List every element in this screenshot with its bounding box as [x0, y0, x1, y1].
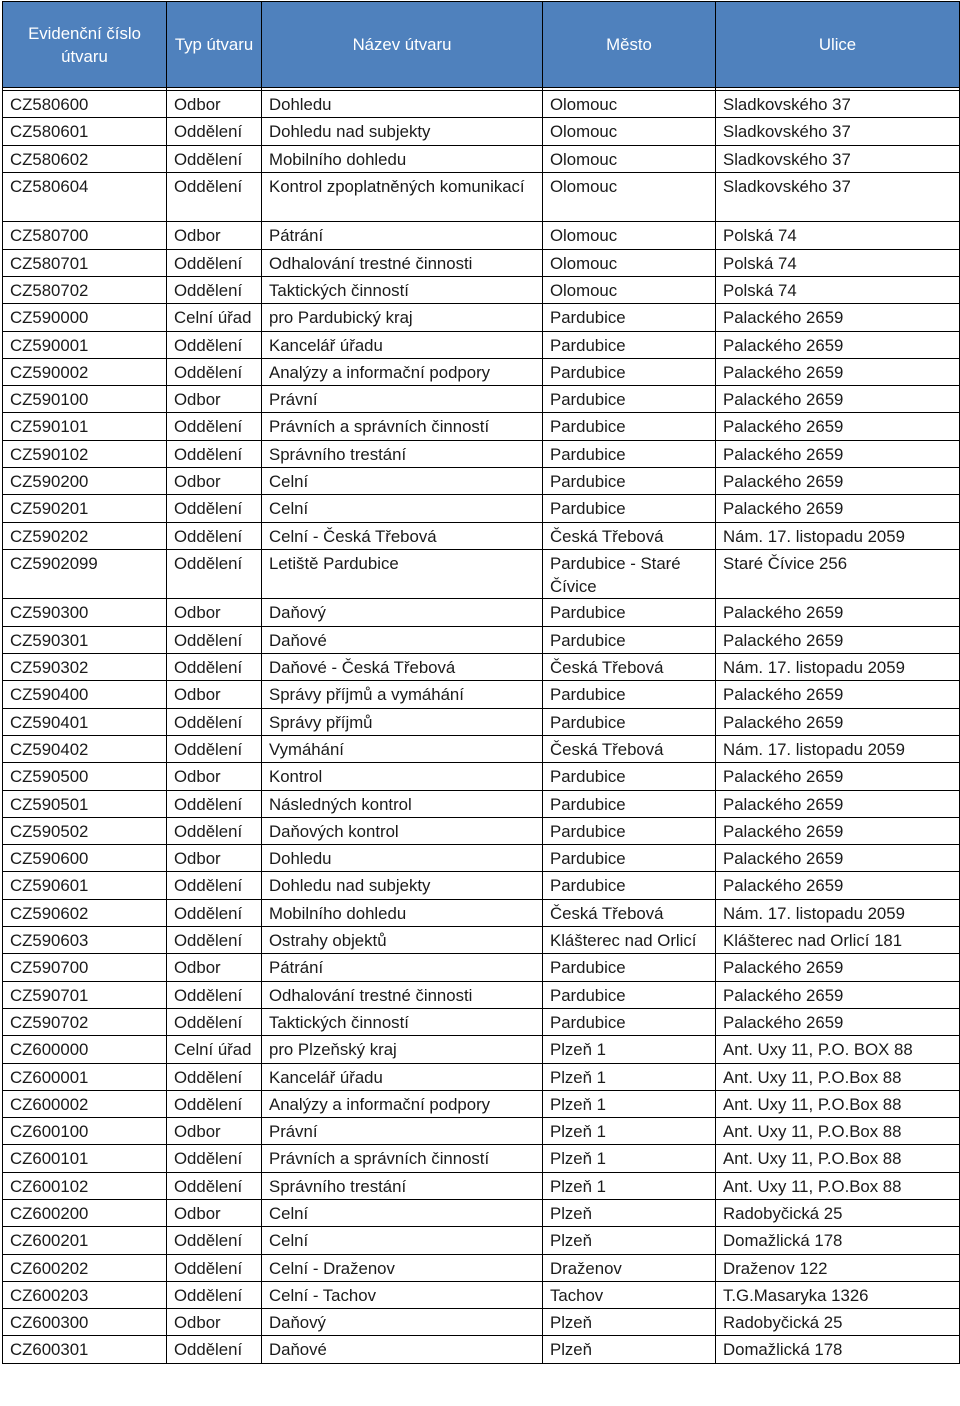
cell-evidencni-cislo: CZ590402 — [3, 735, 167, 762]
cell-ulice: Palackého 2659 — [716, 304, 960, 331]
table-row — [3, 440, 960, 467]
cell-evidencni-cislo: CZ590102 — [3, 440, 167, 467]
cell-evidencni-cislo: CZ580702 — [3, 276, 167, 303]
cell-typ: Oddělení — [167, 1008, 262, 1035]
table-row — [3, 386, 960, 413]
cell-typ: Oddělení — [167, 358, 262, 385]
cell-mesto: Pardubice — [543, 954, 716, 981]
cell-evidencni-cislo: CZ590401 — [3, 708, 167, 735]
cell-typ: Oddělení — [167, 927, 262, 954]
cell-typ: Oddělení — [167, 549, 262, 599]
cell-typ: Odbor — [167, 599, 262, 626]
cell-evidencni-cislo: CZ600100 — [3, 1118, 167, 1145]
table-row — [3, 522, 960, 549]
cell-nazev: Kancelář úřadu — [262, 331, 543, 358]
cell-evidencni-cislo: CZ590500 — [3, 763, 167, 790]
header-row — [3, 2, 960, 88]
cell-evidencni-cislo: CZ600200 — [3, 1199, 167, 1226]
table-row — [3, 172, 960, 222]
cell-evidencni-cislo: CZ590602 — [3, 899, 167, 926]
cell-mesto: Plzeň 1 — [543, 1036, 716, 1063]
cell-mesto: Pardubice - Staré Čívice — [543, 549, 716, 599]
table-row — [3, 1309, 960, 1336]
cell-nazev: Dohledu — [262, 845, 543, 872]
cell-typ: Odbor — [167, 1199, 262, 1226]
cell-mesto: Olomouc — [543, 222, 716, 249]
cell-evidencni-cislo: CZ600101 — [3, 1145, 167, 1172]
table-row — [3, 1008, 960, 1035]
cell-nazev: Ostrahy objektů — [262, 927, 543, 954]
cell-nazev: Mobilního dohledu — [262, 899, 543, 926]
cell-nazev: Mobilního dohledu — [262, 145, 543, 172]
cell-nazev: Celní — [262, 468, 543, 495]
cell-typ: Celní úřad — [167, 1036, 262, 1063]
cell-nazev: Dohledu — [262, 91, 543, 118]
cell-ulice: Polská 74 — [716, 222, 960, 249]
cell-ulice: Palackého 2659 — [716, 386, 960, 413]
cell-evidencni-cislo: CZ590202 — [3, 522, 167, 549]
cell-evidencni-cislo: CZ590501 — [3, 790, 167, 817]
cell-typ: Odbor — [167, 222, 262, 249]
cell-evidencni-cislo: CZ590002 — [3, 358, 167, 385]
cell-typ: Oddělení — [167, 495, 262, 522]
cell-nazev: Správy příjmů — [262, 708, 543, 735]
cell-ulice: Palackého 2659 — [716, 468, 960, 495]
cell-mesto: Pardubice — [543, 763, 716, 790]
cell-typ: Oddělení — [167, 790, 262, 817]
cell-nazev: Celní - Draženov — [262, 1254, 543, 1281]
cell-ulice: Palackého 2659 — [716, 681, 960, 708]
header-typ: Typ útvaru — [167, 2, 262, 88]
cell-nazev: Správního trestání — [262, 1172, 543, 1199]
cell-ulice: Palackého 2659 — [716, 790, 960, 817]
units-table — [2, 1, 960, 1364]
cell-nazev: pro Pardubický kraj — [262, 304, 543, 331]
cell-ulice: Nám. 17. listopadu 2059 — [716, 654, 960, 681]
cell-mesto: Plzeň 1 — [543, 1063, 716, 1090]
table-row — [3, 249, 960, 276]
cell-evidencni-cislo: CZ580604 — [3, 172, 167, 222]
cell-typ: Oddělení — [167, 1090, 262, 1117]
cell-nazev: Odhalování trestné činnosti — [262, 249, 543, 276]
cell-ulice: Ant. Uxy 11, P.O.Box 88 — [716, 1118, 960, 1145]
cell-nazev: Daňových kontrol — [262, 817, 543, 844]
cell-nazev: Právních a správních činností — [262, 1145, 543, 1172]
header-ulice: Ulice — [716, 2, 960, 88]
cell-mesto: Pardubice — [543, 872, 716, 899]
table-row — [3, 735, 960, 762]
cell-mesto: Pardubice — [543, 495, 716, 522]
cell-ulice: Radobyčická 25 — [716, 1309, 960, 1336]
header-evidencni-cislo: Evidenční číslo útvaru — [3, 2, 167, 88]
cell-ulice: Palackého 2659 — [716, 599, 960, 626]
table-row — [3, 145, 960, 172]
cell-evidencni-cislo: CZ580601 — [3, 118, 167, 145]
cell-mesto: Plzeň 1 — [543, 1118, 716, 1145]
table-row — [3, 1172, 960, 1199]
cell-mesto: Pardubice — [543, 1008, 716, 1035]
cell-ulice: Palackého 2659 — [716, 708, 960, 735]
cell-ulice: Polská 74 — [716, 276, 960, 303]
table-row — [3, 1063, 960, 1090]
cell-evidencni-cislo: CZ600201 — [3, 1227, 167, 1254]
cell-typ: Oddělení — [167, 1063, 262, 1090]
cell-mesto: Plzeň 1 — [543, 1145, 716, 1172]
table-row — [3, 681, 960, 708]
cell-ulice: Nám. 17. listopadu 2059 — [716, 899, 960, 926]
table-row — [3, 654, 960, 681]
cell-nazev: Taktických činností — [262, 276, 543, 303]
cell-nazev: Letiště Pardubice — [262, 549, 543, 599]
cell-mesto: Tachov — [543, 1281, 716, 1308]
cell-nazev: Právní — [262, 1118, 543, 1145]
cell-typ: Oddělení — [167, 654, 262, 681]
cell-evidencni-cislo: CZ590400 — [3, 681, 167, 708]
cell-nazev: Kontrol — [262, 763, 543, 790]
table-row — [3, 495, 960, 522]
cell-mesto: Pardubice — [543, 681, 716, 708]
cell-ulice: Palackého 2659 — [716, 440, 960, 467]
cell-evidencni-cislo: CZ600301 — [3, 1336, 167, 1363]
cell-typ: Oddělení — [167, 145, 262, 172]
cell-nazev: Kancelář úřadu — [262, 1063, 543, 1090]
cell-mesto: Česká Třebová — [543, 899, 716, 926]
cell-nazev: Dohledu nad subjekty — [262, 118, 543, 145]
table-row — [3, 1036, 960, 1063]
table-row — [3, 1145, 960, 1172]
cell-ulice: Palackého 2659 — [716, 626, 960, 653]
cell-typ: Oddělení — [167, 522, 262, 549]
cell-typ: Odbor — [167, 386, 262, 413]
cell-ulice: Palackého 2659 — [716, 981, 960, 1008]
table-row — [3, 1118, 960, 1145]
cell-evidencni-cislo: CZ590001 — [3, 331, 167, 358]
table-row — [3, 1227, 960, 1254]
cell-evidencni-cislo: CZ600203 — [3, 1281, 167, 1308]
cell-mesto: Pardubice — [543, 358, 716, 385]
table-header — [3, 2, 960, 88]
cell-mesto: Plzeň — [543, 1227, 716, 1254]
cell-typ: Oddělení — [167, 1227, 262, 1254]
cell-ulice: Palackého 2659 — [716, 845, 960, 872]
table-row — [3, 1281, 960, 1308]
cell-ulice: Radobyčická 25 — [716, 1199, 960, 1226]
cell-evidencni-cislo: CZ600000 — [3, 1036, 167, 1063]
cell-ulice: Nám. 17. listopadu 2059 — [716, 522, 960, 549]
cell-mesto: Pardubice — [543, 817, 716, 844]
cell-typ: Oddělení — [167, 1281, 262, 1308]
cell-mesto: Česká Třebová — [543, 735, 716, 762]
cell-ulice: Palackého 2659 — [716, 1008, 960, 1035]
cell-ulice: Palackého 2659 — [716, 954, 960, 981]
cell-typ: Odbor — [167, 681, 262, 708]
table-row — [3, 358, 960, 385]
cell-nazev: Kontrol zpoplatněných komunikací — [262, 172, 543, 222]
cell-evidencni-cislo: CZ590201 — [3, 495, 167, 522]
cell-evidencni-cislo: CZ5902099 — [3, 549, 167, 599]
table-row — [3, 599, 960, 626]
cell-ulice: Palackého 2659 — [716, 872, 960, 899]
header-nazev: Název útvaru — [262, 2, 543, 88]
cell-typ: Celní úřad — [167, 304, 262, 331]
cell-nazev: Daňové — [262, 1336, 543, 1363]
table-row — [3, 276, 960, 303]
cell-mesto: Plzeň 1 — [543, 1090, 716, 1117]
table-row — [3, 549, 960, 599]
table-row — [3, 954, 960, 981]
cell-mesto: Olomouc — [543, 145, 716, 172]
cell-nazev: Právních a správních činností — [262, 413, 543, 440]
cell-evidencni-cislo: CZ600202 — [3, 1254, 167, 1281]
cell-mesto: Pardubice — [543, 790, 716, 817]
cell-nazev: Právní — [262, 386, 543, 413]
cell-ulice: Domažlická 178 — [716, 1336, 960, 1363]
cell-nazev: Celní - Tachov — [262, 1281, 543, 1308]
cell-ulice: T.G.Masaryka 1326 — [716, 1281, 960, 1308]
cell-ulice: Sladkovského 37 — [716, 91, 960, 118]
table-row — [3, 304, 960, 331]
cell-evidencni-cislo: CZ590702 — [3, 1008, 167, 1035]
cell-ulice: Nám. 17. listopadu 2059 — [716, 735, 960, 762]
cell-mesto: Pardubice — [543, 468, 716, 495]
cell-typ: Oddělení — [167, 1336, 262, 1363]
cell-evidencni-cislo: CZ580700 — [3, 222, 167, 249]
cell-mesto: Pardubice — [543, 845, 716, 872]
cell-typ: Odbor — [167, 845, 262, 872]
cell-mesto: Olomouc — [543, 172, 716, 222]
cell-nazev: Pátrání — [262, 954, 543, 981]
cell-typ: Oddělení — [167, 708, 262, 735]
cell-ulice: Sladkovského 37 — [716, 145, 960, 172]
cell-mesto: Pardubice — [543, 304, 716, 331]
cell-mesto: Plzeň 1 — [543, 1172, 716, 1199]
cell-ulice: Ant. Uxy 11, P.O.Box 88 — [716, 1090, 960, 1117]
cell-ulice: Palackého 2659 — [716, 331, 960, 358]
cell-ulice: Palackého 2659 — [716, 495, 960, 522]
cell-typ: Oddělení — [167, 735, 262, 762]
table-row — [3, 468, 960, 495]
table-row — [3, 927, 960, 954]
table-row — [3, 845, 960, 872]
cell-typ: Odbor — [167, 954, 262, 981]
table-row — [3, 872, 960, 899]
cell-typ: Oddělení — [167, 276, 262, 303]
cell-nazev: Vymáhání — [262, 735, 543, 762]
cell-mesto: Pardubice — [543, 413, 716, 440]
cell-mesto: Česká Třebová — [543, 654, 716, 681]
cell-mesto: Olomouc — [543, 91, 716, 118]
cell-evidencni-cislo: CZ600300 — [3, 1309, 167, 1336]
cell-typ: Oddělení — [167, 817, 262, 844]
table-body — [3, 88, 960, 1364]
table-row — [3, 222, 960, 249]
cell-typ: Odbor — [167, 1309, 262, 1336]
table-row — [3, 763, 960, 790]
cell-ulice: Ant. Uxy 11, P.O.Box 88 — [716, 1172, 960, 1199]
cell-typ: Oddělení — [167, 1145, 262, 1172]
cell-nazev: Taktických činností — [262, 1008, 543, 1035]
cell-evidencni-cislo: CZ590701 — [3, 981, 167, 1008]
cell-typ: Oddělení — [167, 413, 262, 440]
cell-evidencni-cislo: CZ600002 — [3, 1090, 167, 1117]
cell-evidencni-cislo: CZ590302 — [3, 654, 167, 681]
cell-ulice: Sladkovského 37 — [716, 172, 960, 222]
table-row — [3, 817, 960, 844]
table-row — [3, 118, 960, 145]
cell-mesto: Pardubice — [543, 626, 716, 653]
cell-mesto: Pardubice — [543, 708, 716, 735]
cell-evidencni-cislo: CZ600102 — [3, 1172, 167, 1199]
cell-typ: Oddělení — [167, 626, 262, 653]
cell-nazev: Celní — [262, 1199, 543, 1226]
cell-nazev: Analýzy a informační podpory — [262, 358, 543, 385]
cell-ulice: Draženov 122 — [716, 1254, 960, 1281]
cell-evidencni-cislo: CZ590000 — [3, 304, 167, 331]
cell-mesto: Česká Třebová — [543, 522, 716, 549]
cell-ulice: Sladkovského 37 — [716, 118, 960, 145]
cell-nazev: pro Plzeňský kraj — [262, 1036, 543, 1063]
cell-mesto: Klášterec nad Orlicí — [543, 927, 716, 954]
cell-ulice: Klášterec nad Orlicí 181 — [716, 927, 960, 954]
cell-ulice: Polská 74 — [716, 249, 960, 276]
cell-nazev: Daňové — [262, 626, 543, 653]
table-row — [3, 1090, 960, 1117]
cell-evidencni-cislo: CZ590100 — [3, 386, 167, 413]
cell-mesto: Plzeň — [543, 1199, 716, 1226]
cell-evidencni-cislo: CZ580602 — [3, 145, 167, 172]
table-row — [3, 626, 960, 653]
cell-mesto: Draženov — [543, 1254, 716, 1281]
cell-typ: Oddělení — [167, 1172, 262, 1199]
cell-typ: Oddělení — [167, 172, 262, 222]
cell-nazev: Analýzy a informační podpory — [262, 1090, 543, 1117]
cell-evidencni-cislo: CZ580600 — [3, 91, 167, 118]
cell-mesto: Plzeň — [543, 1309, 716, 1336]
cell-ulice: Palackého 2659 — [716, 817, 960, 844]
cell-mesto: Pardubice — [543, 440, 716, 467]
cell-evidencni-cislo: CZ590200 — [3, 468, 167, 495]
cell-evidencni-cislo: CZ590301 — [3, 626, 167, 653]
cell-mesto: Olomouc — [543, 276, 716, 303]
table-row — [3, 790, 960, 817]
cell-typ: Odbor — [167, 1118, 262, 1145]
cell-mesto: Olomouc — [543, 118, 716, 145]
table-row — [3, 1254, 960, 1281]
cell-ulice: Domažlická 178 — [716, 1227, 960, 1254]
cell-nazev: Celní — [262, 1227, 543, 1254]
cell-typ: Oddělení — [167, 981, 262, 1008]
cell-ulice: Ant. Uxy 11, P.O.Box 88 — [716, 1063, 960, 1090]
cell-typ: Oddělení — [167, 249, 262, 276]
cell-evidencni-cislo: CZ590700 — [3, 954, 167, 981]
cell-ulice: Staré Čívice 256 — [716, 549, 960, 599]
cell-nazev: Celní — [262, 495, 543, 522]
cell-ulice: Ant. Uxy 11, P.O.Box 88 — [716, 1145, 960, 1172]
cell-mesto: Pardubice — [543, 981, 716, 1008]
cell-evidencni-cislo: CZ590601 — [3, 872, 167, 899]
cell-ulice: Ant. Uxy 11, P.O. BOX 88 — [716, 1036, 960, 1063]
cell-ulice: Palackého 2659 — [716, 413, 960, 440]
cell-nazev: Daňový — [262, 1309, 543, 1336]
cell-typ: Oddělení — [167, 440, 262, 467]
cell-typ: Oddělení — [167, 331, 262, 358]
cell-typ: Oddělení — [167, 872, 262, 899]
cell-nazev: Dohledu nad subjekty — [262, 872, 543, 899]
cell-typ: Oddělení — [167, 1254, 262, 1281]
cell-typ: Odbor — [167, 91, 262, 118]
cell-typ: Oddělení — [167, 899, 262, 926]
cell-nazev: Správního trestání — [262, 440, 543, 467]
table-row — [3, 331, 960, 358]
cell-mesto: Plzeň — [543, 1336, 716, 1363]
cell-evidencni-cislo: CZ590603 — [3, 927, 167, 954]
cell-typ: Oddělení — [167, 118, 262, 145]
cell-nazev: Daňový — [262, 599, 543, 626]
table-row — [3, 91, 960, 118]
header-mesto: Město — [543, 2, 716, 88]
table-row — [3, 899, 960, 926]
cell-ulice: Palackého 2659 — [716, 358, 960, 385]
cell-evidencni-cislo: CZ590300 — [3, 599, 167, 626]
cell-nazev: Odhalování trestné činnosti — [262, 981, 543, 1008]
cell-mesto: Olomouc — [543, 249, 716, 276]
cell-evidencni-cislo: CZ590101 — [3, 413, 167, 440]
table-row — [3, 1336, 960, 1363]
table-row — [3, 1199, 960, 1226]
cell-nazev: Správy příjmů a vymáhání — [262, 681, 543, 708]
cell-nazev: Následných kontrol — [262, 790, 543, 817]
cell-mesto: Pardubice — [543, 386, 716, 413]
cell-mesto: Pardubice — [543, 599, 716, 626]
table-row — [3, 708, 960, 735]
cell-evidencni-cislo: CZ580701 — [3, 249, 167, 276]
cell-nazev: Celní - Česká Třebová — [262, 522, 543, 549]
cell-nazev: Pátrání — [262, 222, 543, 249]
cell-typ: Odbor — [167, 763, 262, 790]
cell-evidencni-cislo: CZ590502 — [3, 817, 167, 844]
cell-nazev: Daňové - Česká Třebová — [262, 654, 543, 681]
cell-evidencni-cislo: CZ590600 — [3, 845, 167, 872]
cell-ulice: Palackého 2659 — [716, 763, 960, 790]
cell-mesto: Pardubice — [543, 331, 716, 358]
cell-evidencni-cislo: CZ600001 — [3, 1063, 167, 1090]
table-row — [3, 981, 960, 1008]
table-row — [3, 413, 960, 440]
cell-typ: Odbor — [167, 468, 262, 495]
